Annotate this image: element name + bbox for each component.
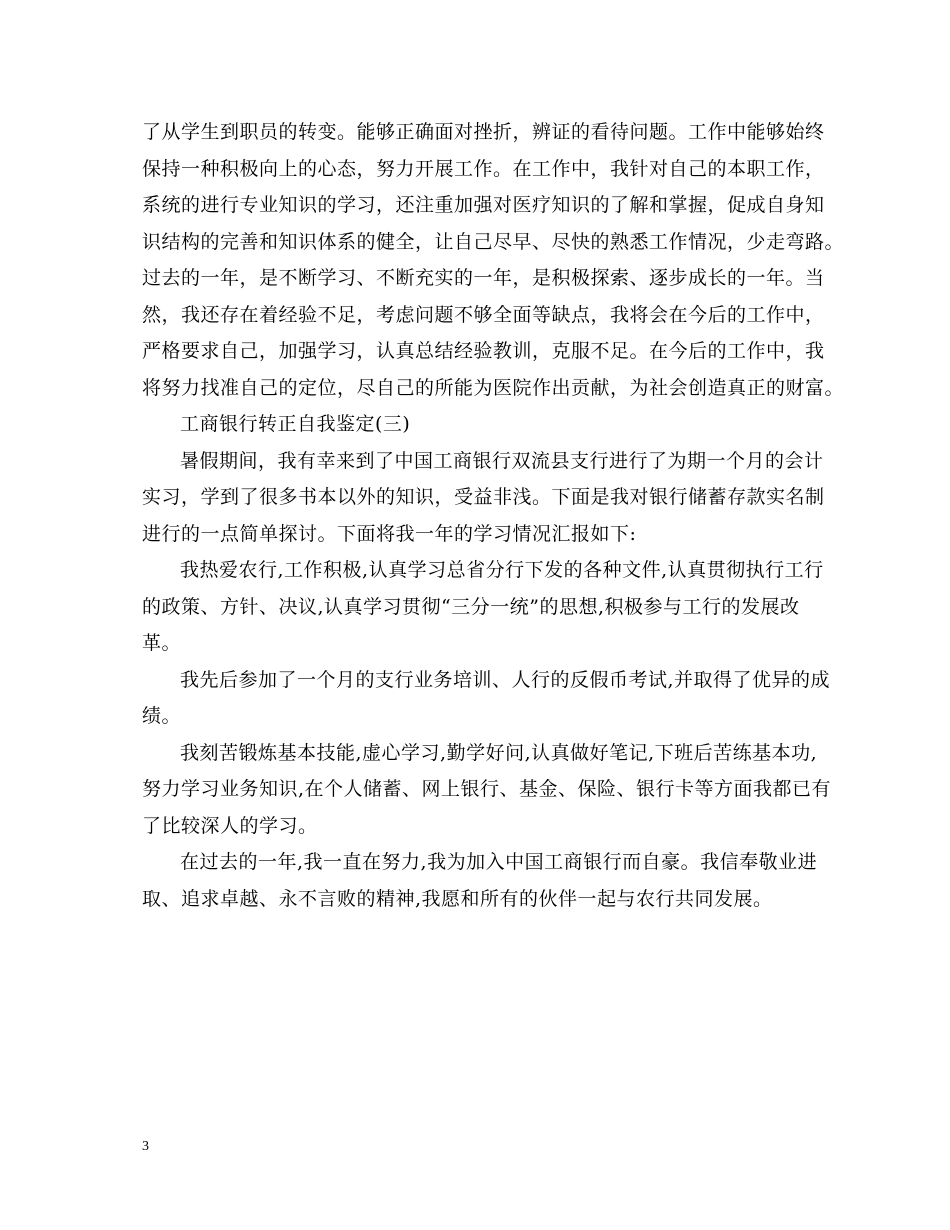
text-line: 我刻苦锻炼基本技能,虚心学习,勤学好问,认真做好笔记,下班后苦练基本功, (180, 741, 818, 764)
text-line: 将努力找准自己的定位，尽自己的所能为医院作出贡献，为社会创造真正的财富。 (142, 376, 845, 399)
section-heading: 工商银行转正自我鉴定(三) (180, 413, 411, 435)
text-line: 取、追求卓越、永不言败的精神,我愿和所有的伙伴一起与农行共同发展。 (142, 887, 773, 910)
text-line: 努力学习业务知识,在个人储蓄、网上银行、基金、保险、银行卡等方面我都已有 (142, 778, 832, 800)
text-line: 实习，学到了很多书本以外的知识，受益非浅。下面是我对银行储蓄存款实名制 (142, 486, 825, 508)
text-line: 在过去的一年,我一直在努力,我为加入中国工商银行而自豪。我信奉敬业进 (180, 851, 818, 873)
text-line: 然，我还存在着经验不足，考虑问题不够全面等缺点，我将会在今后的工作中， (142, 303, 825, 326)
text-line: 绩。 (142, 705, 182, 727)
page-number: 3 (142, 1139, 149, 1154)
text-line: 了比较深人的学习。 (142, 814, 318, 837)
text-line: 了从学生到职员的转变。能够正确面对挫折，辨证的看待问题。工作中能够始终 (142, 121, 825, 143)
text-line: 严格要求自己，加强学习，认真总结经验教训，克服不足。在今后的工作中，我 (142, 340, 825, 362)
text-line: 保持一种积极向上的心态，努力开展工作。在工作中，我针对自己的本职工作， (142, 157, 825, 180)
text-line: 的政策、方针、决议,认真学习贯彻“三分一统”的思想,积极参与工行的发展改 (142, 595, 800, 618)
text-line: 暑假期间，我有幸来到了中国工商银行双流县支行进行了为期一个月的会计 (180, 449, 824, 472)
text-line: 识结构的完善和知识体系的健全，让自己尽早、尽快的熟悉工作情况，少走弯路。 (142, 230, 845, 253)
text-line: 我先后参加了一个月的支行业务培训、人行的反假币考试,并取得了优异的成 (180, 668, 831, 691)
text-line: 我热爱农行,工作积极,认真学习总省分行下发的各种文件,认真贯彻执行工行 (180, 559, 824, 581)
text-line: 过去的一年，是不断学习、不断充实的一年，是积极探索、逐步成长的一年。当 (142, 267, 825, 289)
document-body (142, 114, 845, 917)
text-line: 系统的进行专业知识的学习，还注重加强对医疗知识的了解和掌握，促成自身知 (142, 194, 825, 216)
text-line: 革。 (142, 632, 182, 654)
text-line: 进行的一点简单探讨。下面将我一年的学习情况汇报如下: (142, 522, 637, 545)
